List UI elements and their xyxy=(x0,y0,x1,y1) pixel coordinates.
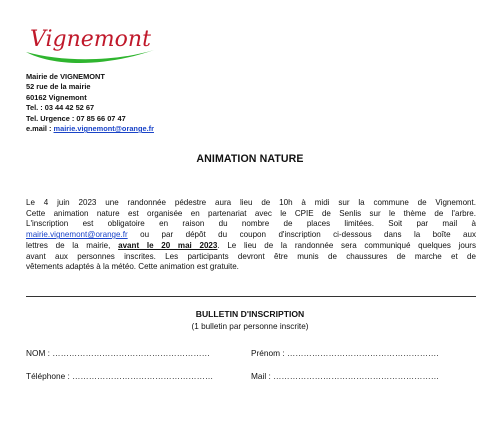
body-email-link[interactable]: mairie.vignemont@orange.fr xyxy=(26,230,128,240)
address-email-row xyxy=(26,124,154,134)
address-city: 60162 Vignemont xyxy=(26,92,87,102)
vignemont-logo xyxy=(22,22,162,74)
section-divider xyxy=(26,296,476,297)
email-link[interactable]: mairie.vignemont@orange.fr xyxy=(53,124,154,134)
body-line-1: Le 4 juin 2023 une randonnée pédestre aura lieu de 10h à midi sur la commune de Vignemont. xyxy=(26,198,476,207)
body-line-3: L'inscription est obligatoire en raison du nombre de places limitées. Soit par mail à xyxy=(26,219,476,229)
prenom-field[interactable]: Prénom : ………………………………………………. xyxy=(251,348,439,358)
bulletin-title: BULLETIN D'INSCRIPTION xyxy=(195,309,305,319)
svg-text:Vignemont: Vignemont xyxy=(30,27,151,52)
nom-field[interactable]: NOM : ………………………………………………… xyxy=(26,348,210,358)
email-label: e.mail : xyxy=(26,124,54,134)
body-line-6: avant aux personnes inscrites. Les participants devront être munis de chaussures de marche et de xyxy=(26,251,476,261)
page-title: ANIMATION NATURE xyxy=(196,153,304,165)
body-line-5-pre: lettres de la mairie, xyxy=(26,240,119,250)
body-line-4 xyxy=(26,230,476,241)
body-paragraph xyxy=(26,198,476,273)
logo-graphic xyxy=(22,22,162,74)
address-urgence: Tel. Urgence : 07 85 66 07 47 xyxy=(26,113,126,123)
address-block xyxy=(26,72,154,134)
deadline-text: avant le 20 mai 2023 xyxy=(118,240,218,250)
body-line-4-rest: ou par dépôt du coupon d'inscription ci-dessous dans la boîte aux xyxy=(127,230,476,240)
telephone-field[interactable]: Téléphone : …………………………………………… xyxy=(26,371,214,381)
body-line-2: Cette animation nature est organisée en partenariat avec le CPIE de Senlis sur le thème de l'arbre. xyxy=(26,208,476,218)
bulletin-subtitle: (1 bulletin par personne inscrite) xyxy=(191,322,309,331)
name-row xyxy=(26,348,476,358)
contact-row xyxy=(26,371,476,381)
address-mairie: Mairie de VIGNEMONT xyxy=(26,72,105,81)
body-line-5 xyxy=(26,241,476,252)
body-line-7: vêtements adaptés à la météo. Cette animation est gratuite. xyxy=(26,262,239,272)
address-street: 52 rue de la mairie xyxy=(26,82,91,92)
mail-field[interactable]: Mail : …………………………………………………… xyxy=(251,371,440,381)
body-line-5-rest: . Le lieu de la randonnée sera communiqué quelques jours xyxy=(217,240,476,250)
address-tel: Tel. : 03 44 42 52 67 xyxy=(26,103,95,113)
